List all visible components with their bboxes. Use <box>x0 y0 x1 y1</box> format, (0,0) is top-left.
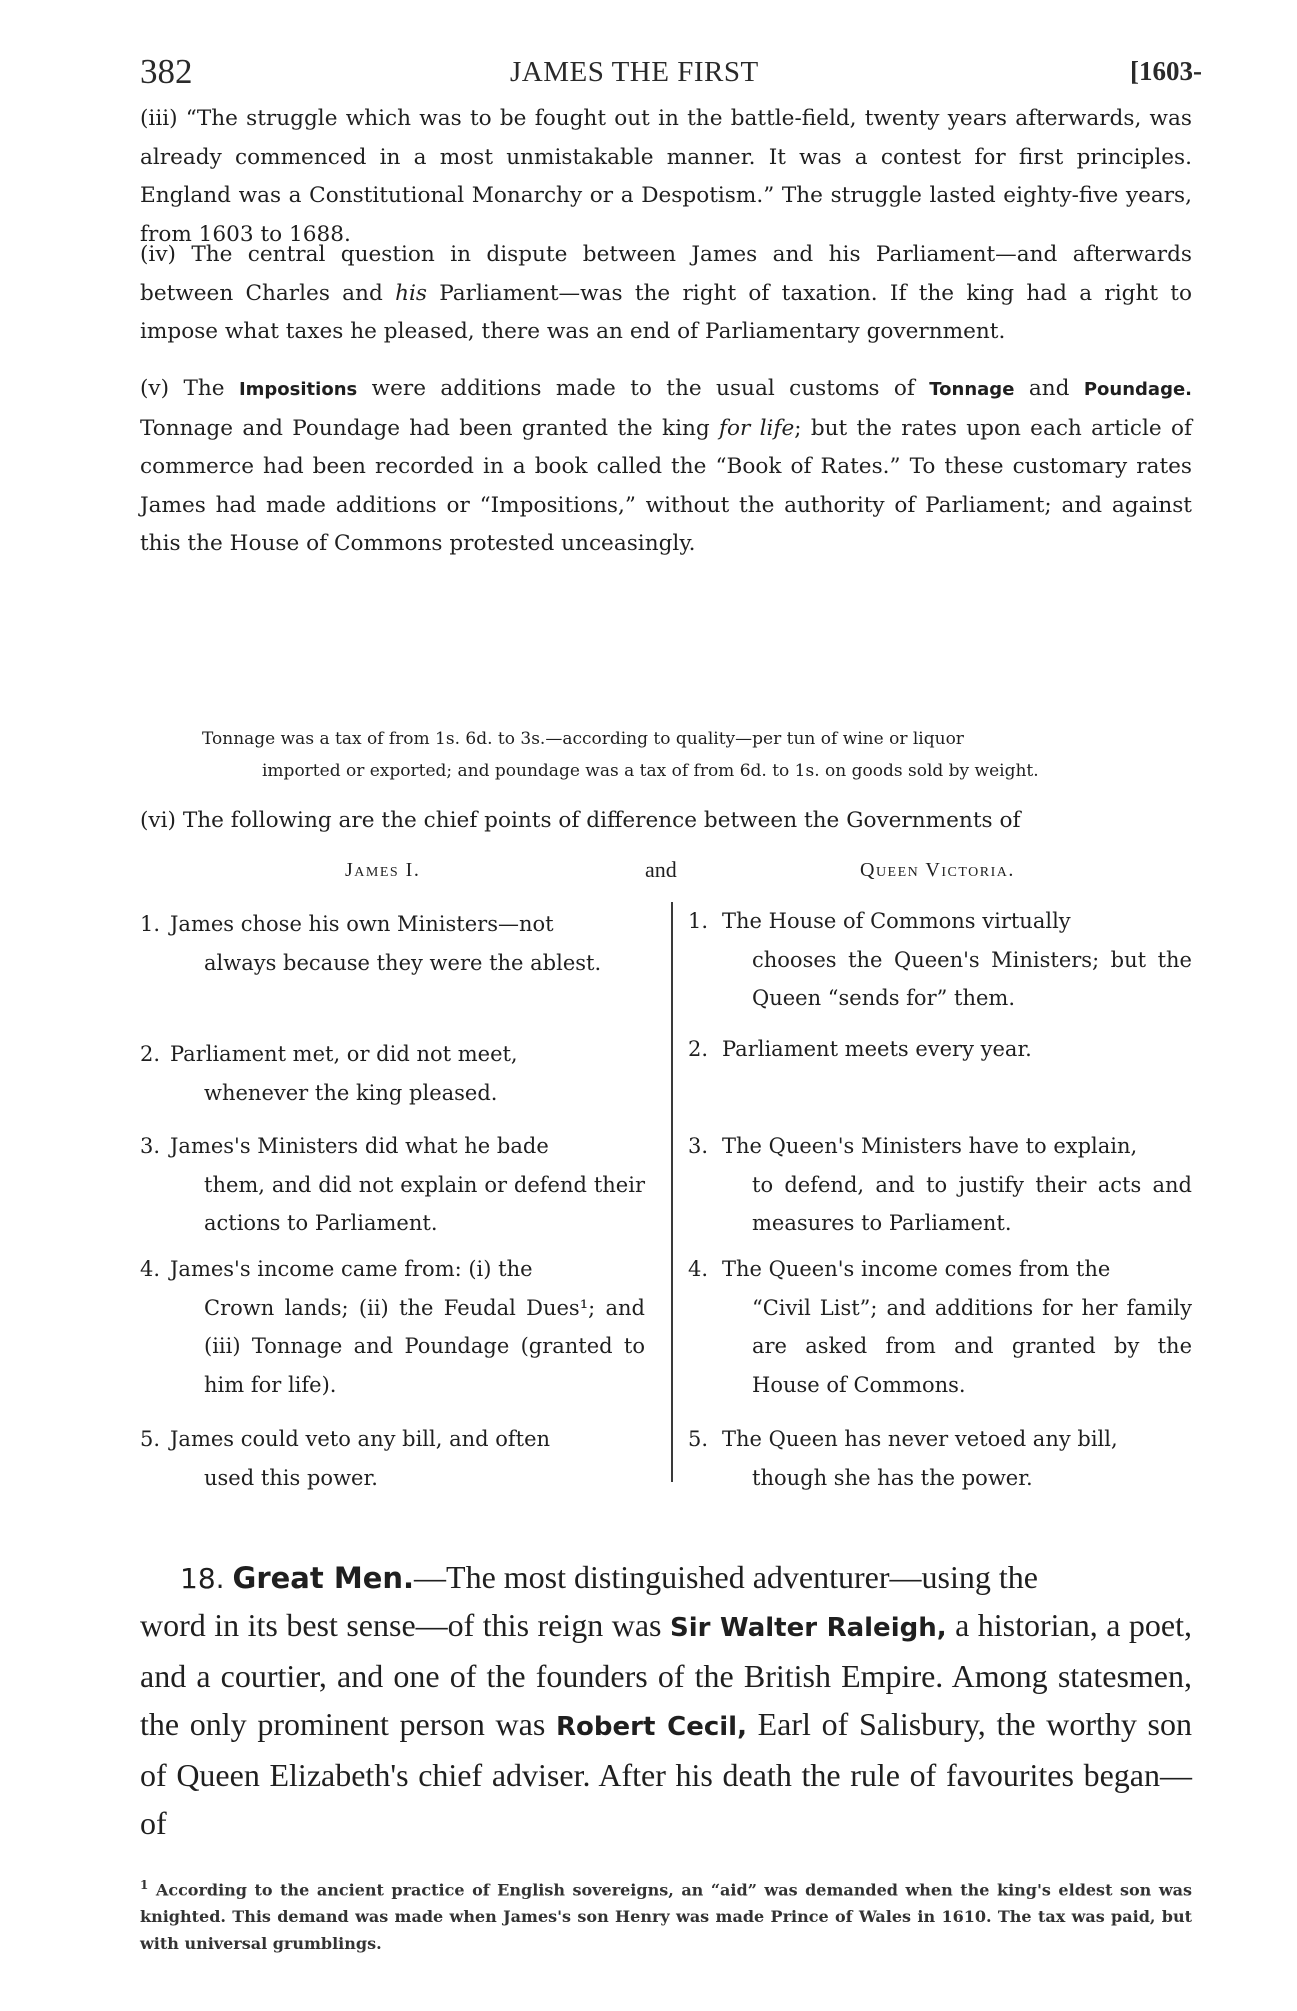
for-life-italic: for life <box>719 415 795 441</box>
great-men-text-1: —The most distinguished adventurer—using the <box>414 1559 1038 1595</box>
paragraph-iv-text-2: Parliament—was the right of taxation. If the king had a right to impose what taxes he pleased, there was an end of Parliamentary government. <box>140 280 1192 344</box>
chapter-title: JAMES THE FIRST <box>510 56 759 88</box>
item-number: 1. <box>140 912 161 936</box>
tonnage-note <box>202 723 1192 787</box>
footnote-marker: 1 <box>140 1878 149 1892</box>
victoria-item-2 <box>688 1030 1192 1069</box>
footnote-text: According to the ancient practice of English sovereigns, an “aid” was demanded when the king's eldest son was knighted. This demand was made when James's son Henry was made Prince of Wales in 1610. The tax was paid, but with universal grumblings. <box>140 1880 1192 1954</box>
cecil-name: Robert Cecil, <box>556 1712 747 1742</box>
page-number: 382 <box>140 52 193 91</box>
item-rest: used this power. <box>204 1465 378 1490</box>
james-item-5 <box>140 1420 645 1497</box>
james-heading: James I. <box>345 859 421 881</box>
james-item-1 <box>140 905 645 982</box>
item-rest: to defend, and to justify their acts and measures to Parliament. <box>752 1172 1192 1235</box>
raleigh-name: Sir Walter Raleigh, <box>669 1613 947 1643</box>
section-heading: Great Men. <box>232 1561 415 1595</box>
paragraph-v-text-4: Tonnage and Poundage had been granted the king <box>140 415 720 441</box>
column-divider <box>671 902 673 1482</box>
item-first-line: The Queen's income comes from the <box>722 1257 1111 1281</box>
paragraph-v-text-3: and <box>1014 376 1084 401</box>
item-number: 4. <box>688 1257 709 1281</box>
item-rest: though she has the power. <box>752 1465 1033 1490</box>
item-first-line: James's income came from: (i) the <box>170 1257 533 1281</box>
paragraph-v <box>140 370 1192 564</box>
item-first-line: James chose his own Ministers—not <box>170 912 554 936</box>
victoria-item-3 <box>688 1127 1192 1243</box>
paragraph-iii: (iii) “The struggle which was to be fought out in the battle-field, twenty years afterwards, was already commenced in a most unmistakable manner. It was a contest for first principles. England was a Constitutional Monarchy or a Despotism.” The struggle lasted eighty-five years, from 1603 to 1688. <box>140 106 1192 247</box>
tonnage-note-line-1: Tonnage was a tax of from 1s. 6d. to 3s.—according to quality—per tun of wine or liquor <box>202 729 964 749</box>
james-item-2 <box>140 1035 645 1112</box>
paragraph-iv <box>140 236 1192 352</box>
great-men-body <box>140 1601 1192 1847</box>
item-number: 3. <box>140 1134 161 1158</box>
comparison-headings <box>140 859 1192 895</box>
item-rest: them, and did not explain or defend their actions to Parliament. <box>204 1172 645 1235</box>
item-first-line: The Queen has never vetoed any bill, <box>722 1427 1118 1451</box>
year-range: [1603- <box>1130 56 1202 86</box>
james-item-3 <box>140 1127 645 1243</box>
item-number: 2. <box>688 1037 709 1061</box>
item-rest: chooses the Queen's Ministers; but the Queen “sends for” them. <box>752 947 1192 1010</box>
item-rest: Crown lands; (ii) the Feudal Dues¹; and (iii) Tonnage and Poundage (granted to him for life). <box>204 1295 645 1397</box>
item-rest: whenever the king pleased. <box>204 1080 498 1105</box>
running-head <box>140 52 1202 92</box>
paragraph-v-text-2: were additions made to the usual customs of <box>357 376 930 401</box>
footnote <box>140 1872 1192 1957</box>
victoria-item-5 <box>688 1420 1192 1497</box>
item-rest: “Civil List”; and additions for her family are asked from and granted by the House of Commons. <box>752 1295 1192 1397</box>
item-number: 5. <box>688 1427 709 1451</box>
item-number: 2. <box>140 1042 161 1066</box>
item-number: 1. <box>688 909 709 933</box>
impositions-term: Impositions <box>238 379 358 400</box>
paragraph-v-text-1: (v) The <box>140 376 239 401</box>
item-first-line: The House of Commons virtually <box>722 909 1071 933</box>
victoria-heading: Queen Victoria. <box>860 859 1015 881</box>
item-first-line: The Queen's Ministers have to explain, <box>722 1134 1138 1158</box>
item-first-line: Parliament meets every year. <box>722 1037 1032 1061</box>
poundage-term: Poundage. <box>1083 379 1192 400</box>
great-men-text-2: word in its best sense—of this reign was <box>140 1607 670 1643</box>
great-men-text-4: Earl of Salisbury, the worthy son of Queen Elizabeth's chief adviser. After his death the rule of favourites began—of <box>140 1706 1193 1841</box>
item-first-line: Parliament met, or did not meet, <box>170 1042 518 1066</box>
item-rest: always because they were the ablest. <box>204 950 602 975</box>
item-first-line: James's Ministers did what he bade <box>170 1134 549 1158</box>
tonnage-term: Tonnage <box>929 379 1015 400</box>
item-number: 3. <box>688 1134 709 1158</box>
paragraph-iv-italic: his <box>395 280 427 306</box>
james-item-4 <box>140 1250 645 1404</box>
paragraph-v-text-5: ; but the rates upon each article of commerce had been recorded in a book called the “Book of Rates.” To these customary rates James had made additions or “Impositions,” without the authority of Parliament; and against this the House of Commons protested unceasingly. <box>140 415 1192 556</box>
and-word: and <box>645 857 677 882</box>
victoria-item-4 <box>688 1250 1192 1404</box>
paragraph-iv-text-1: (iv) The central question in dispute between James and his Parliament—and afterwards between Charles and <box>140 242 1192 306</box>
great-men-text-3: a historian, a poet, and a courtier, and one of the founders of the British Empire. Among statesmen, the only prominent person was <box>140 1607 1192 1742</box>
tonnage-note-line-2: imported or exported; and poundage was a tax of from 6d. to 1s. on goods sold by weight. <box>262 761 1039 781</box>
item-number: 4. <box>140 1257 161 1281</box>
item-first-line: James could veto any bill, and often <box>170 1427 551 1451</box>
paragraph-vi: (vi) The following are the chief points of difference between the Governments of <box>140 808 1021 833</box>
great-men-first-line <box>180 1553 1192 1603</box>
section-number: 18. <box>180 1562 225 1595</box>
victoria-item-1 <box>688 902 1192 1018</box>
item-number: 5. <box>140 1427 161 1451</box>
